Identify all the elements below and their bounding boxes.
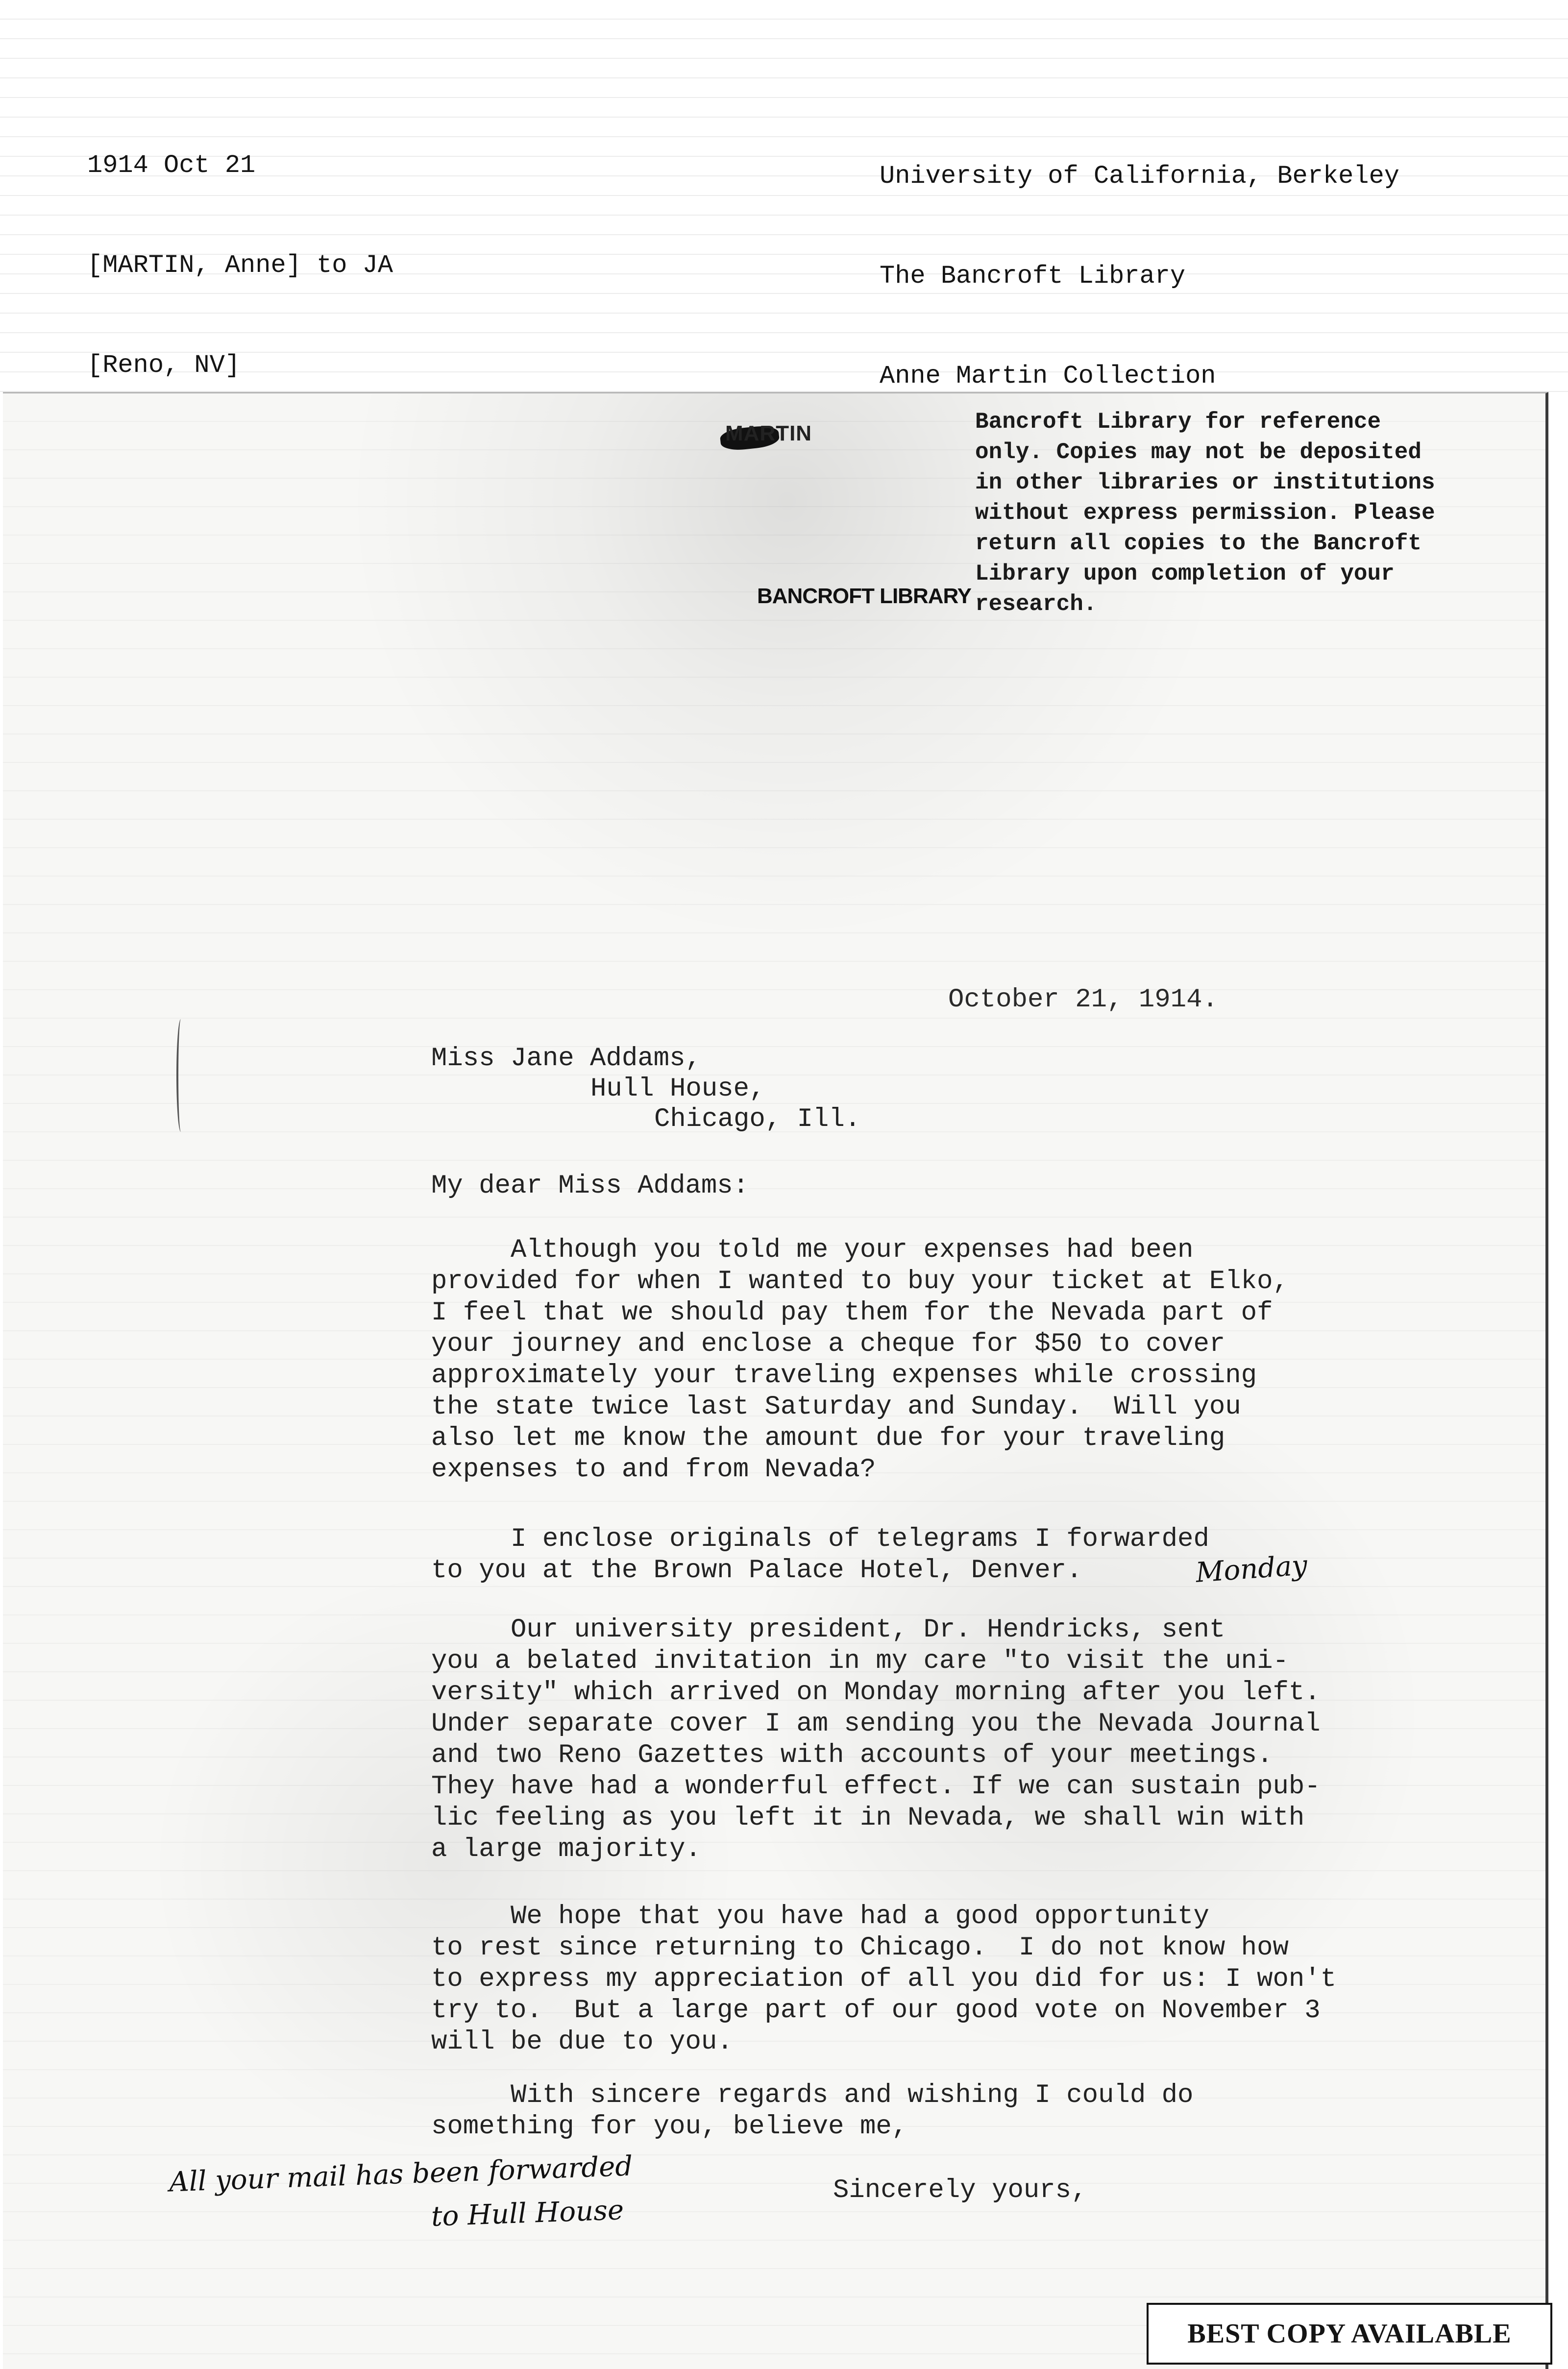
para-line: your journey and enclose a cheque for $50 to cover (431, 1329, 1225, 1359)
para-line: the state twice last Saturday and Sunday. Will you (431, 1392, 1241, 1422)
para-line: Under separate cover I am sending you the Nevada Journal (431, 1709, 1321, 1739)
para-line: Our university president, Dr. Hendricks, sent (431, 1615, 1225, 1645)
archival-header (0, 0, 1568, 392)
para-line: to express my appreciation of all you did for us: I won't (431, 1964, 1337, 1994)
address-name: Miss Jane Addams, (431, 1044, 701, 1074)
bancroft-library-stamp: BANCROFT LIBRARY (757, 584, 971, 608)
notice-line: without express permission. Please (975, 500, 1435, 526)
notice-line: Bancroft Library for reference (975, 409, 1381, 435)
best-copy-available-label: BEST COPY AVAILABLE (1147, 2303, 1552, 2365)
para-line: approximately your traveling expenses while crossing (431, 1361, 1257, 1391)
para-line: try to. But a large part of our good vote on November 3 (431, 1996, 1321, 2026)
letter-date: October 21, 1914. (948, 985, 1218, 1015)
para-line: to you at the Brown Palace Hotel, Denver. (431, 1556, 1082, 1586)
para-line: a large majority. (431, 1834, 701, 1864)
repository-collection: Anne Martin Collection (880, 362, 1216, 391)
citation-correspondents: [MARTIN, Anne] to JA (87, 251, 393, 280)
closing: Sincerely yours, (833, 2175, 1087, 2205)
paragraph-telegrams (431, 1524, 1209, 1587)
margin-pencil-mark (176, 1019, 185, 1132)
para-line: expenses to and from Nevada? (431, 1455, 876, 1485)
handwritten-margin-note-line2: to Hull House (430, 2194, 625, 2233)
martin-stamp: MARTIN (725, 421, 812, 445)
para-line: provided for when I wanted to buy your ticket at Elko, (431, 1267, 1289, 1296)
para-line: We hope that you have had a good opportunity (431, 1902, 1209, 1931)
notice-line: Library upon completion of your (975, 561, 1395, 586)
handwritten-monday: Monday (1195, 1549, 1308, 1589)
notice-line: in other libraries or institutions (975, 470, 1435, 495)
notice-line: only. Copies may not be deposited (975, 440, 1421, 465)
para-line: Although you told me your expenses had been (431, 1235, 1194, 1265)
notice-line: return all copies to the Bancroft (975, 531, 1421, 556)
reference-notice (975, 407, 1435, 619)
paragraph-appreciation (431, 1901, 1336, 2058)
para-line: you a belated invitation in my care "to visit the uni- (431, 1646, 1289, 1676)
address-city: Chicago, Ill. (654, 1104, 861, 1134)
para-line: versity" which arrived on Monday morning after you left. (431, 1678, 1321, 1708)
citation-date: 1914 Oct 21 (87, 151, 256, 180)
repository-library: The Bancroft Library (880, 262, 1186, 291)
repository-university: University of California, Berkeley (880, 162, 1399, 191)
para-line: They have had a wonderful effect. If we can sustain pub- (431, 1772, 1321, 1802)
handwritten-margin-note-line1: All your mail has been forwarded (169, 2150, 634, 2198)
para-line: I feel that we should pay them for the Nevada part of (431, 1298, 1273, 1328)
para-line: will be due to you. (431, 2027, 733, 2057)
paragraph-regards (431, 2080, 1193, 2143)
citation-place: [Reno, NV] (87, 351, 241, 380)
address-street: Hull House, (590, 1074, 765, 1104)
para-line: I enclose originals of telegrams I forwarded (431, 1524, 1209, 1554)
paragraph-university (431, 1614, 1321, 1865)
paragraph-expenses (431, 1235, 1289, 1486)
para-line: With sincere regards and wishing I could do (431, 2080, 1194, 2110)
para-line: to rest since returning to Chicago. I do not know how (431, 1933, 1289, 1963)
salutation: My dear Miss Addams: (431, 1171, 749, 1201)
para-line: also let me know the amount due for your traveling (431, 1423, 1225, 1453)
para-line: and two Reno Gazettes with accounts of your meetings. (431, 1740, 1273, 1770)
para-line: something for you, believe me, (431, 2112, 908, 2142)
notice-line: research. (975, 591, 1097, 617)
para-line: lic feeling as you left it in Nevada, we shall win with (431, 1803, 1305, 1833)
